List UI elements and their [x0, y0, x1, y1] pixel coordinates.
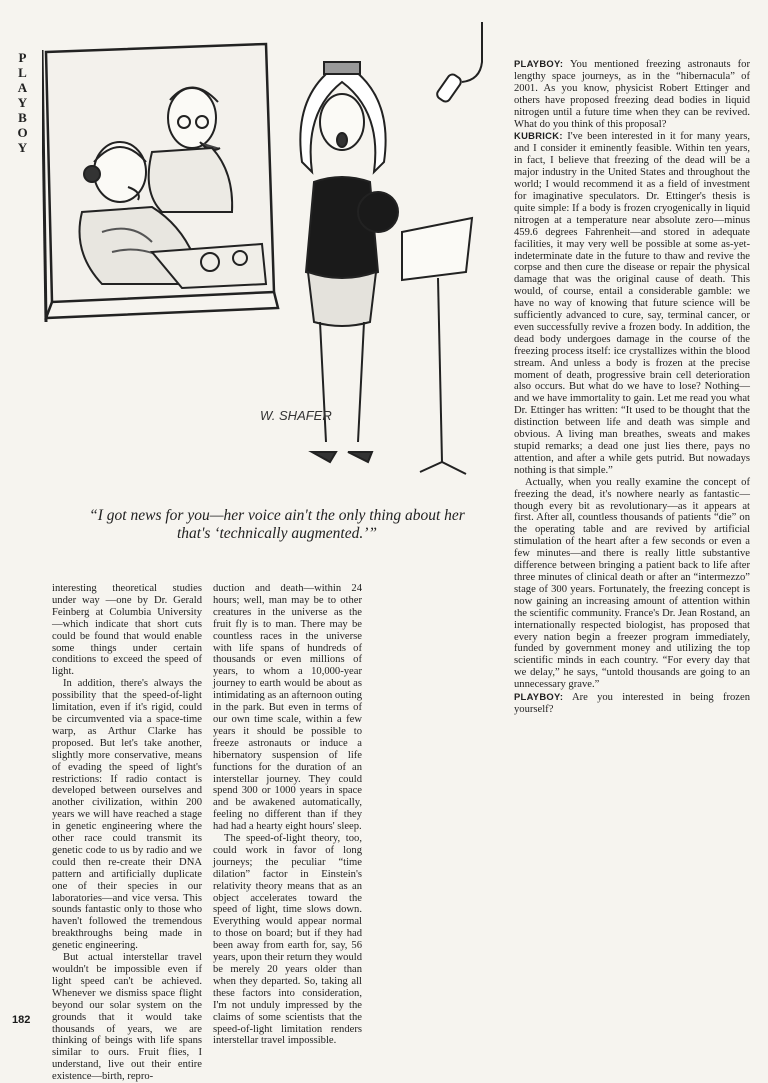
cartoon-caption: “I got news for you—her voice ain't the only thing about her that's ‘technically augmented.’”: [89, 507, 465, 542]
paragraph: duction and death—within 24 hours; well, man may be to other creatures in the universe as the fruit fly is to man. There may be countless races in the universe with life spans of hundreds of thousands or even millions of years, to whom a 10,000-year journey to earth would be about as intimidating as an afternoon outing in the park. But even in terms of our own time scale, within a few years it should be possible to freeze astronauts or induce a hibernatory suspension of life functions for the duration of an interstellar journey. They could spend 300 or 1000 years in space and be awakened automatically, feeling no different than if they had had a hearty eight hours' sleep.: [213, 583, 362, 833]
speaker-label: PLAYBOY:: [514, 58, 564, 69]
interview-question: [514, 691, 750, 716]
interview-question: [514, 58, 750, 130]
text-column-1: [52, 583, 202, 1083]
paragraph-text: I've been interested in it for many years, and I consider it eminently feasible. Within ten years, in fact, I believe that freezing of the dead will be a major industry in the United States and throughout the world; I would recommend it as a field of investment for imaginative speculators. Dr. Ettinger's thesis is quite simple: If a body is frozen cryogenically in liquid nitrogen at a temperature near absolute zero—minus 459.6 degrees Fahrenheit—and stored in adequate facilities, it may very well be possible at some as-yet-indeterminate date in the future to thaw and revive the corpse and then cure the disease or repair the physical damage that was the original cause of death. This would, of course, entail a considerable gamble: we have no way of knowing that future science will be sufficiently advanced to cure, say, terminal cancer, or even successfully revive a frozen body. In addition, the dead body undergoes damage in the course of the freezing process itself: ice crystallizes within the blood stream. And unless a body is frozen at the precise moment of death, progressive brain cell deterioration also occurs. But what do we have to lose? Nothing—and we have immortality to gain. Let me read you what Dr. Ettinger has written: “It used to be thought that the distinction between life and death was simple and obvious. A living man breathes, sweats and makes stupid remarks; a dead one just lies there, pays no attention, and after a while gets putrid. But nowadays nothing is that simple.”: [514, 131, 750, 476]
paragraph: [514, 477, 750, 691]
cartoonist-signature: W. SHAFER: [260, 408, 332, 423]
text-column-3: [514, 58, 750, 716]
paragraph: In addition, there's always the possibility that the speed-of-light limitation, even if it's rigid, could be circumvented via a space-time warp, as Arthur Clarke has proposed. But let's take another, slightly more conservative, means of evading the speed of light's restrictions: If radio contact is developed between ourselves and another civilization, within 200 years we will have reached a stage in genetic engineering where the other race could transmit its genetic code to us by radio and we could then re-create their DNA pattern and artificially duplicate one of their species in our laboratories—and vice versa. This sounds fantastic only to those who haven't followed the tremendous breakthroughs being made in genetic engineering.: [52, 678, 202, 952]
running-head: [14, 50, 36, 155]
paragraph: But actual interstellar travel wouldn't be impossible even if light speed can't be achieved. Whenever we dismiss space flight beyond our solar system on the grounds that it would take thousands of years, we are thinking of beings with life spans similar to ours. Fruit flies, I understand, live out their entire existence—birth, repro-: [52, 952, 202, 1083]
music-stand: [402, 218, 472, 474]
page-number: 182: [12, 1014, 31, 1026]
singer-figure: [300, 62, 398, 462]
paragraph-text: Actually, when you really examine the concept of freezing the dead, it's nowhere nearly as fantastic—though every bit as revolutionary—as it appears at first. After all, countless thousands of patients “die” on the operating table and are revived by artificial stimulation of the heart after a few seconds or even a few minutes—and there is really little substantive difference between bringing a patient back to life after three minutes of clinical death or after an “intermezzo” stage of 300 years. Fortunately, the freezing concept is now gaining an increasing amount of attention within the scientific community. France's Dr. Jean Rostand, an internationally respected biologist, has proposed that every nation begin a freezer program immediately, funded by government money and utilizing the top scientific minds in each country. “For every day that we delay,” he says, “untold thousands are going to an unnecessary grave.”: [514, 476, 750, 691]
paragraph-text: Are you interested in being frozen yourself?: [514, 692, 750, 715]
paragraph: The speed-of-light theory, too, could work in favor of long journeys; the peculiar “time dilation” factor in Einstein's relativity theory means that as an object accelerates toward the speed of light, time slows down. Everything would appear normal to those on board; but if they had been away from earth for, say, 56 years, upon their return they would be merely 20 years older than when they departed. So, taking all these factors into consideration, I'm not unduly impressed by the claims of some scientists that the speed-of-light limitation renders interstellar travel impossible.: [213, 833, 362, 1047]
microphone: [435, 22, 482, 103]
cartoon-illustration: [42, 22, 504, 500]
speaker-label: KUBRICK:: [514, 130, 563, 142]
text-column-2: [213, 583, 362, 1047]
paragraph-text: You mentioned freezing astronauts for lengthy space journeys, as in the “hibernacula” of 2001. As you know, physicist Robert Ettinger and others have proposed freezing dead bodies in liquid nitrogen until a future time when they can be revived. What do you think of this proposal?: [514, 59, 750, 130]
running-head-text: PLAYBOY: [15, 50, 30, 155]
speaker-label: PLAYBOY:: [514, 691, 564, 703]
paragraph: interesting theoretical studies under way —one by Dr. Gerald Feinberg at Columbia University—which indicate that short cuts could be found that would enable some things under certain conditions to exceed the speed of light.: [52, 583, 202, 678]
interview-answer: [514, 130, 750, 476]
